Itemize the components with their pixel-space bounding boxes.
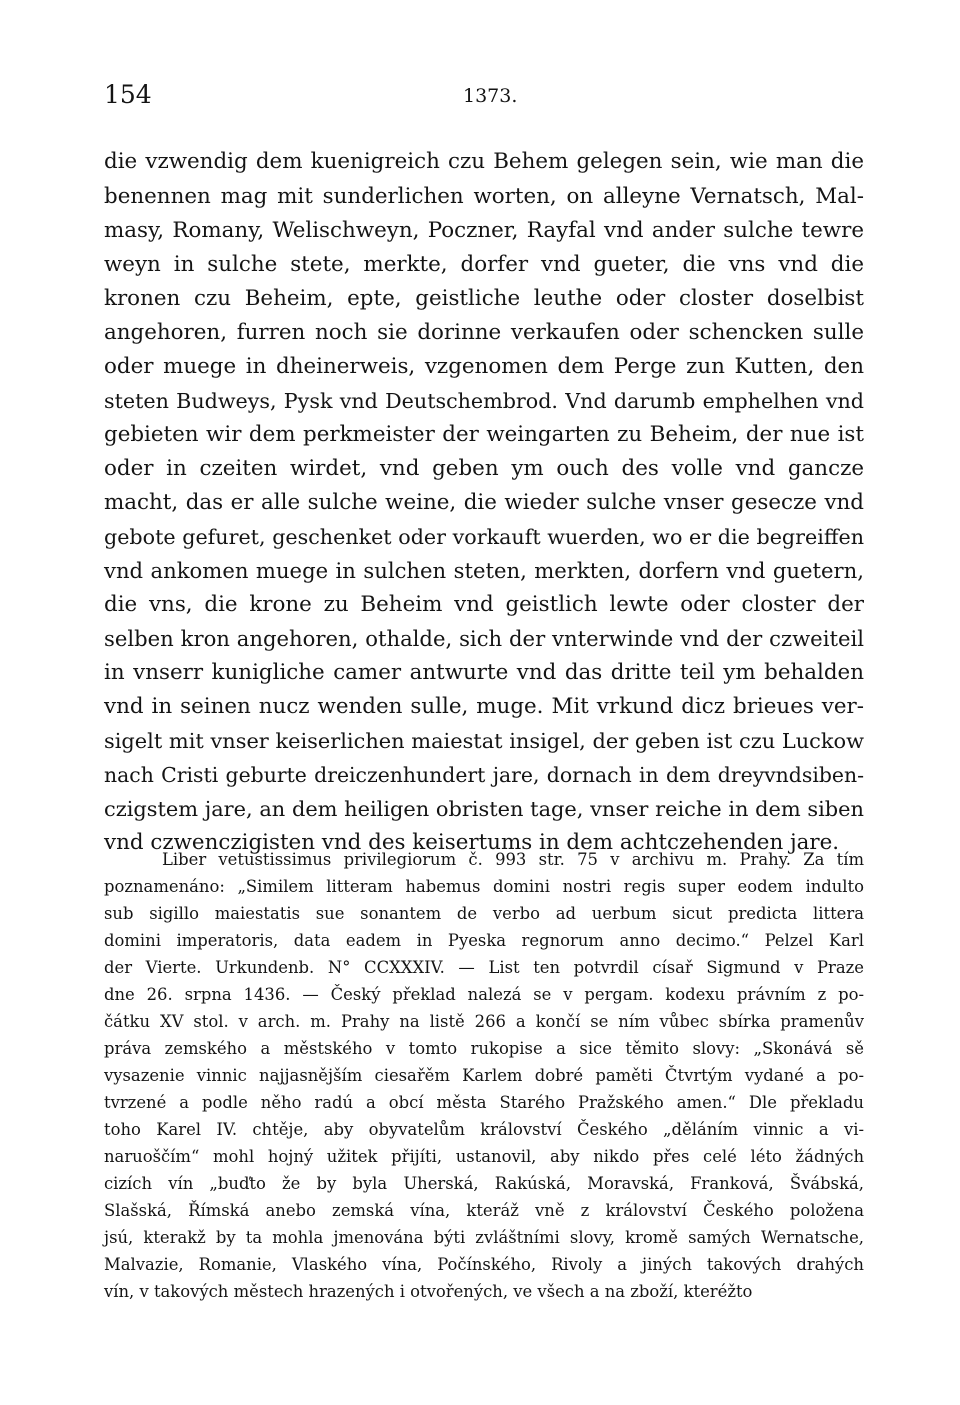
main-text-line: macht, das er alle sulche weine, die wieder sulche vnser gesecze vnd <box>104 490 864 515</box>
footnote-line: vín, v takových městech hrazených i otvořených, ve všech a na zboží, kteréžto <box>104 1282 753 1301</box>
main-text-line: vnd czwenczigisten vnd des keisertums in dem achtczehenden jare. <box>104 830 840 855</box>
main-text-line: sigelt mit vnser keiserlichen maiestat insigel, der geben ist czu Luckow <box>104 729 864 753</box>
footnote-line: sub sigillo maiestatis sue sonantem de verbo ad uerbum sicut predicta littera <box>104 904 864 923</box>
footnote-line: tvrzené a podle něho radú a obcí města Starého Pražského amen.“ Dle překladu <box>104 1093 864 1112</box>
footnote-line: dne 26. srpna 1436. — Český překlad nalezá se v pergam. kodexu právním z po- <box>104 985 864 1004</box>
main-text-line: nach Cristi geburte dreiczenhundert jare, dornach in dem dreyvndsiben- <box>104 763 864 787</box>
footnote-line: jsú, kterakž by ta mohla jmenována býti zvláštními slovy, kromě samých Wernatsche, <box>104 1228 864 1247</box>
footnote-line: práva zemského a městského v tomto rukopise a sice těmito slovy: „Skonává sě <box>104 1039 864 1058</box>
footnote-line: čátku XV stol. v arch. m. Prahy na listě 266 a končí se ním vůbec sbírka pramenův <box>104 1012 864 1031</box>
footnote-line: cizích vín „buďto že by byla Uherská, Rakúská, Moravská, Franková, Švábská, <box>104 1174 864 1193</box>
main-text-line: steten Budweys, Pysk vnd Deutschembrod. Vnd darumb emphelhen vnd <box>104 389 864 413</box>
main-text-line: die vzwendig dem kuenigreich czu Behem gelegen sein, wie man die <box>104 149 864 174</box>
page-number: 154 <box>104 80 152 109</box>
main-text-line: gebieten wir dem perkmeister der weingarten zu Beheim, der nue ist <box>104 422 864 447</box>
main-text-line: czigstem jare, an dem heiligen obristen tage, vnser reiche in dem siben <box>104 797 864 821</box>
main-text-line: kronen czu Beheim, epte, geistliche leuthe oder closter doselbist <box>104 286 864 311</box>
footnote-line: Liber vetustissimus privilegiorum č. 993 str. 75 v archivu m. Prahy. Za tím <box>162 850 864 869</box>
main-text-line: weyn in sulche stete, merkte, dorfer vnd gueter, die vns vnd die <box>104 252 864 277</box>
main-text-line: in vnserr kunigliche camer antwurte vnd das dritte teil ym behalden <box>104 660 864 685</box>
footnote-line: toho Karel IV. chtěje, aby obyvatelům království Českého „děláním vinnic a vi- <box>104 1120 864 1139</box>
main-text-line: vnd in seinen nucz wenden sulle, muge. Mit vrkund dicz brieues ver- <box>104 694 864 719</box>
footnote-line: poznamenáno: „Similem litteram habemus domini nostri regis super eodem indulto <box>104 877 864 896</box>
running-head-year: 1373. <box>463 85 518 107</box>
main-text-line: benennen mag mit sunderlichen worten, on alleyne Vernatsch, Mal- <box>104 184 864 209</box>
main-text-line: oder in czeiten wirdet, vnd geben ym ouch des volle vnd gancze <box>104 456 864 481</box>
footnote-line: vysazenie vinnic najjasnějším ciesařěm Karlem dobré paměti Čtvrtým vydané a po- <box>104 1066 864 1085</box>
main-text-line: vnd ankomen muege in sulchen steten, merkten, dorfern vnd guetern, <box>104 558 864 583</box>
main-text-line: angehoren, furren noch sie dorinne verkaufen oder schencken sulle <box>104 320 864 345</box>
main-text-line: selben kron angehoren, othalde, sich der vnterwinde vnd der czweiteil <box>104 626 864 651</box>
footnote-line: Malvazie, Romanie, Vlaského vína, Počínského, Rivoly a jiných takových drahých <box>104 1255 864 1274</box>
main-text-line: masy, Romany, Welischweyn, Poczner, Rayfal vnd ander sulche tewre <box>104 218 864 243</box>
footnote-line: naruoščím“ mohl hojný užitek přijíti, ustanovil, aby nikdo přes celé léto žádných <box>104 1147 864 1166</box>
footnote-line: domini imperatoris, data eadem in Pyeska regnorum anno decimo.“ Pelzel Karl <box>104 931 864 950</box>
main-text-line: gebote gefuret, geschenket oder vorkauft wuerden, wo er die begreiffen <box>104 525 864 549</box>
main-text-line: oder muege in dheinerweis, vzgenomen dem Perge zun Kutten, den <box>104 354 864 379</box>
main-text-line: die vns, die krone zu Beheim vnd geistlich lewte oder closter der <box>104 592 864 617</box>
footnote-line: der Vierte. Urkundenb. N° CCXXXIV. — List ten potvrdil císař Sigmund v Praze <box>104 958 864 977</box>
footnote-line: Slašská, Římská anebo zemská vína, kteráž vně z království Českého položena <box>104 1201 864 1220</box>
